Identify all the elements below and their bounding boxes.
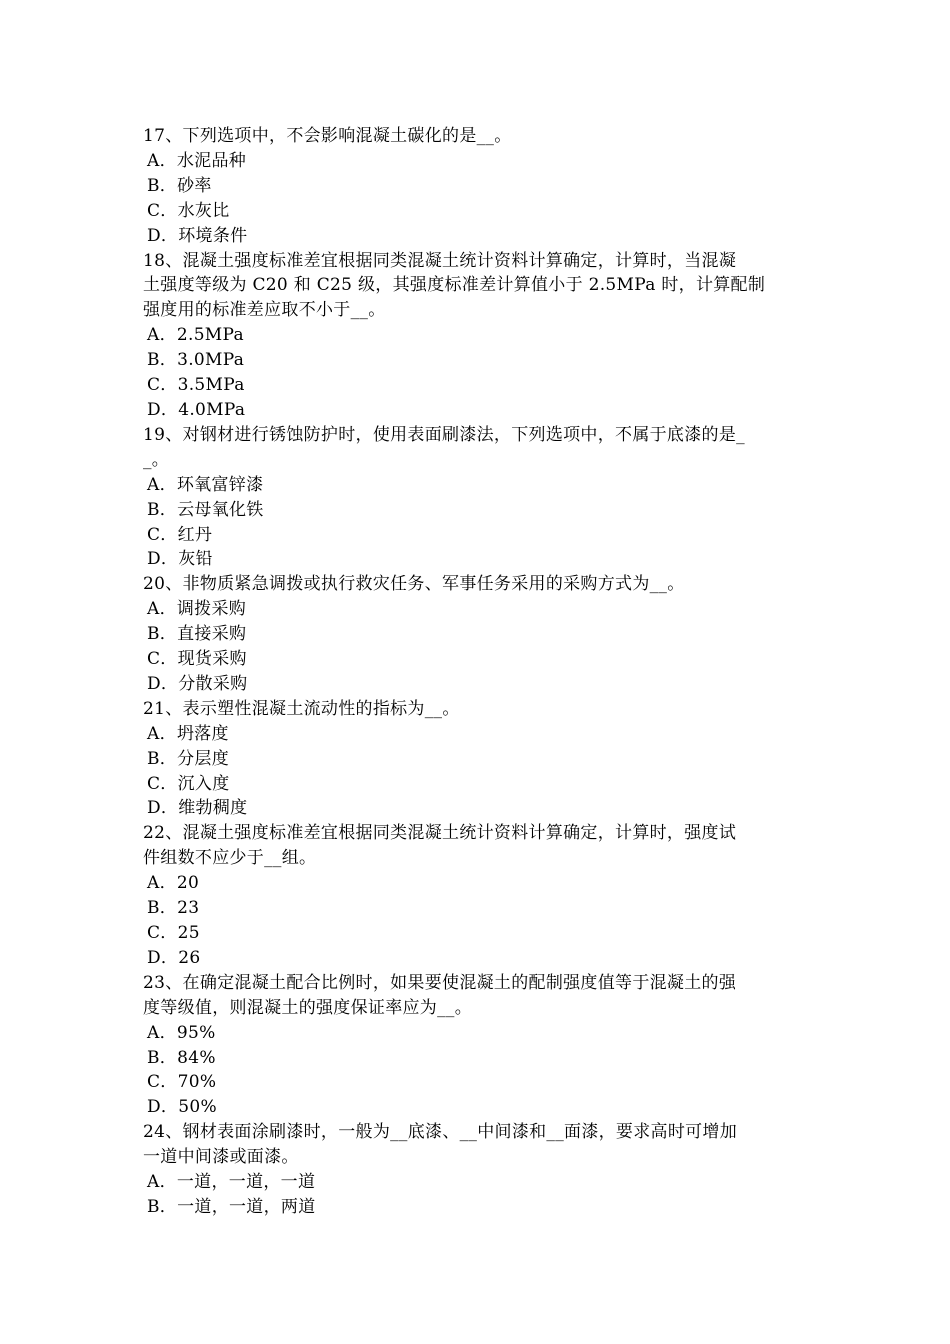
option-a: A．一道，一道，一道 — [147, 1172, 316, 1193]
question-text: 件组数不应少于__组。 — [143, 848, 317, 869]
option-a: A．2.5MPa — [147, 325, 244, 346]
option-b: B．23 — [147, 898, 200, 919]
question-text: 18、混凝土强度标准差宜根据同类混凝土统计资料计算确定，计算时，当混凝 — [143, 250, 737, 271]
question-text: 一道中间漆或面漆。 — [143, 1147, 299, 1168]
question-19 — [143, 423, 809, 572]
question-20 — [143, 572, 809, 697]
question-24 — [143, 1120, 809, 1220]
question-text: 20、非物质紧急调拨或执行救灾任务、军事任务采用的采购方式为__。 — [143, 574, 685, 595]
question-text: 度等级值，则混凝土的强度保证率应为__。 — [143, 997, 472, 1018]
question-text: 强度用的标准差应取不小于__。 — [143, 300, 386, 321]
question-text: 19、对钢材进行锈蚀防护时，使用表面刷漆法，下列选项中，不属于底漆的是_ — [143, 424, 745, 445]
option-b: B．分层度 — [147, 748, 229, 769]
option-c: C．3.5MPa — [147, 375, 245, 396]
option-d: D．50% — [147, 1097, 217, 1118]
question-text: 24、钢材表面涂刷漆时，一般为__底漆、__中间漆和__面漆，要求高时可增加 — [143, 1122, 738, 1143]
document-page — [143, 124, 809, 1220]
question-text: 土强度等级为 C20 和 C25 级，其强度标准差计算值小于 2.5MPa 时，计算配制 — [143, 275, 766, 296]
question-text: 21、表示塑性混凝土流动性的指标为__。 — [143, 698, 460, 719]
option-d: D．分散采购 — [147, 673, 248, 694]
option-d: D．灰铅 — [147, 549, 213, 570]
option-a: A．环氧富锌漆 — [147, 474, 264, 495]
option-c: C．红丹 — [147, 524, 213, 545]
option-b: B．直接采购 — [147, 624, 247, 645]
option-a: A．水泥品种 — [147, 150, 247, 171]
option-b: B．3.0MPa — [147, 350, 245, 371]
question-21 — [143, 697, 809, 822]
question-text: 22、混凝土强度标准差宜根据同类混凝土统计资料计算确定，计算时，强度试 — [143, 823, 737, 844]
option-c: C．现货采购 — [147, 649, 247, 670]
option-c: C．25 — [147, 923, 200, 943]
question-text: 17、下列选项中，不会影响混凝土碳化的是__。 — [143, 126, 512, 146]
option-b: B．云母氧化铁 — [147, 499, 264, 520]
option-a: A．调拨采购 — [147, 599, 247, 620]
option-d: D．环境条件 — [147, 225, 248, 246]
option-b: B．84% — [147, 1047, 216, 1068]
option-d: D．4.0MPa — [147, 399, 246, 420]
question-18 — [143, 249, 809, 423]
option-b: B．一道，一道，两道 — [147, 1196, 316, 1217]
option-c: C．沉入度 — [147, 773, 230, 794]
option-a: A．20 — [147, 873, 200, 894]
question-22 — [143, 821, 809, 970]
question-23 — [143, 971, 809, 1120]
option-c: C．水灰比 — [147, 200, 230, 221]
option-a: A．坍落度 — [147, 723, 229, 744]
option-c: C．70% — [147, 1072, 217, 1093]
option-b: B．砂率 — [147, 175, 212, 196]
option-d: D．26 — [147, 947, 201, 968]
question-text: _。 — [143, 449, 170, 470]
option-d: D．维勃稠度 — [147, 798, 248, 819]
question-17 — [143, 124, 809, 249]
question-text: 23、在确定混凝土配合比例时，如果要使混凝土的配制强度值等于混凝土的强 — [143, 972, 737, 993]
option-a: A．95% — [147, 1022, 216, 1043]
